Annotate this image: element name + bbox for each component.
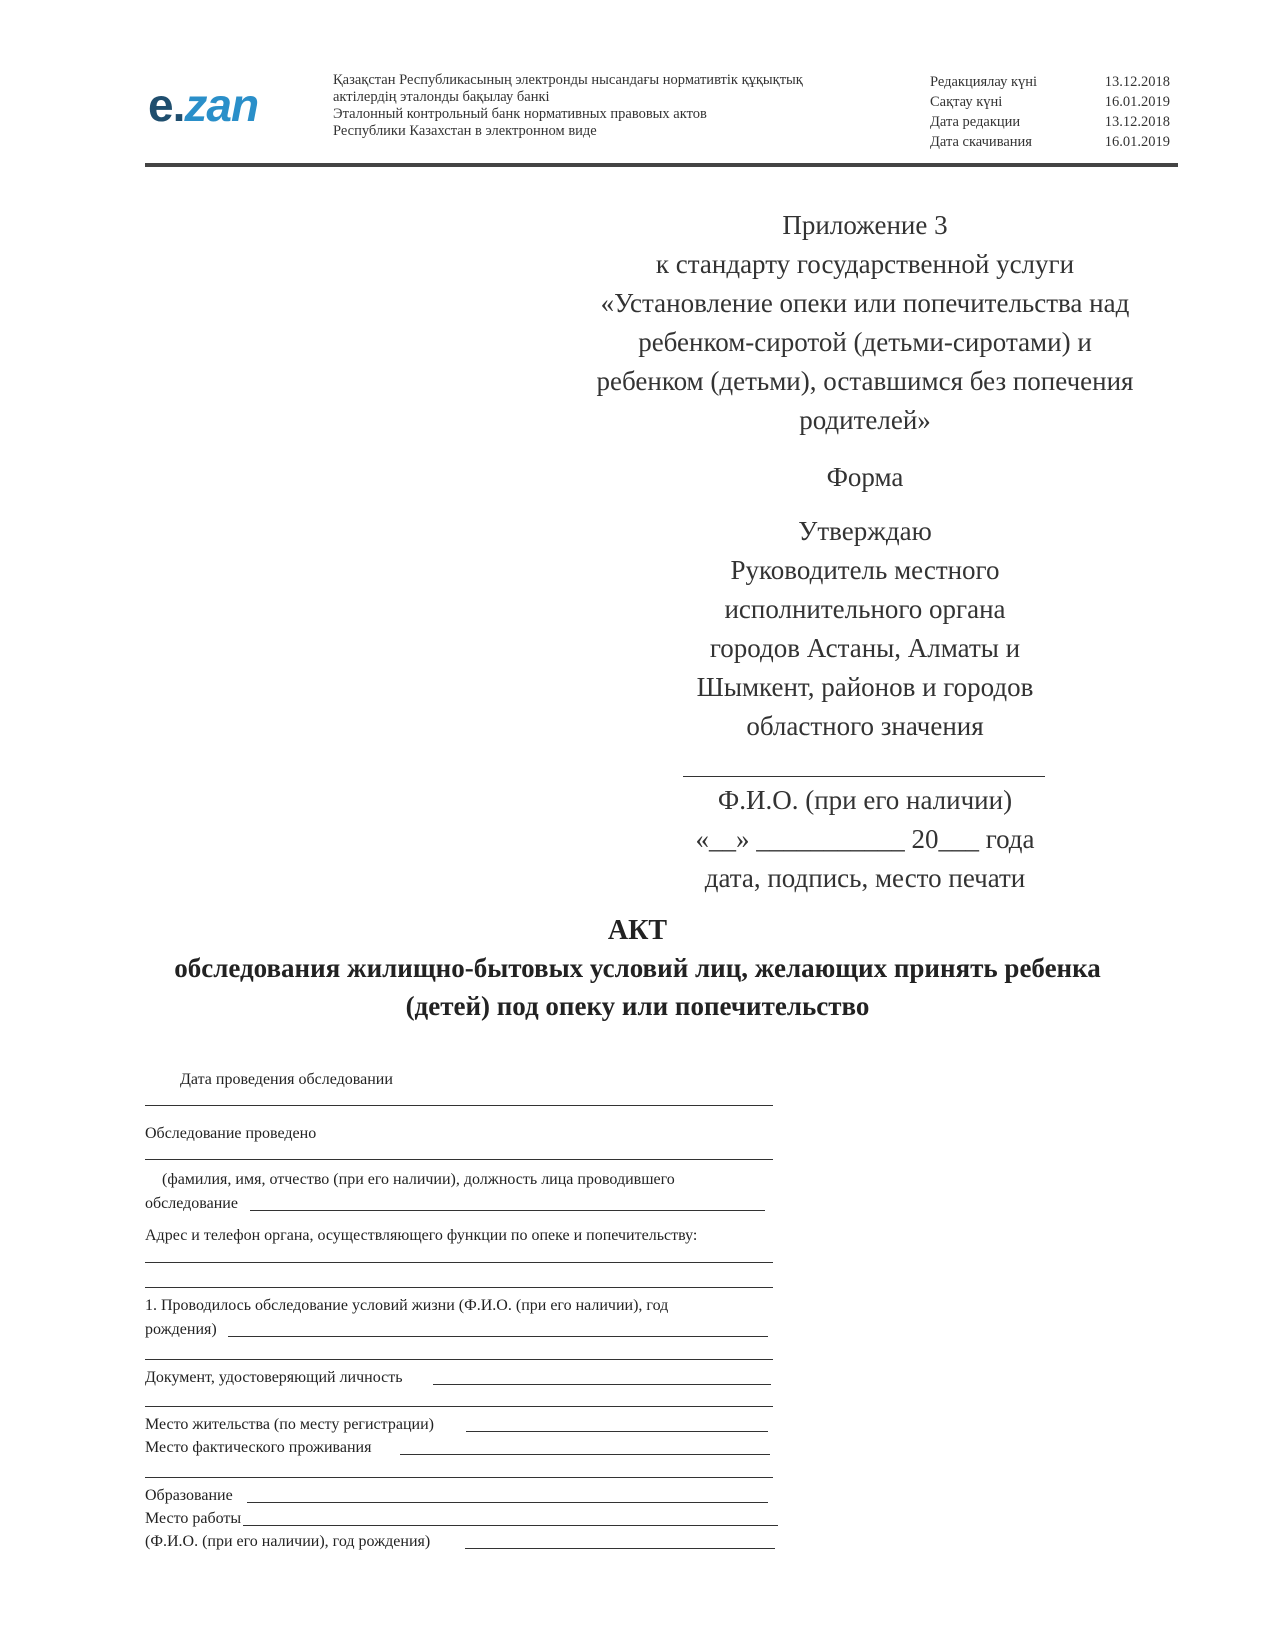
header-meta [930,72,1170,152]
approval-line: областного значения [746,711,984,741]
act-subtitle-2: (детей) под опеку или попечительство [405,991,870,1021]
appendix-line: ребенком (детьми), оставшимся без попечения [596,366,1134,396]
sign-caption: дата, подпись, место печати [704,863,1026,893]
form-label: Форма [826,462,904,492]
actual-residence-field-line[interactable] [400,1454,770,1455]
address-label: Адрес и телефон органа, осуществляющего функции по опеке и попечительству: [145,1227,698,1244]
appendix-block [540,206,1190,440]
address-field-line-1[interactable] [145,1262,773,1263]
header-line: Эталонный контрольный банк нормативных правовых актов [333,106,707,122]
appendix-line: к стандарту государственной услуги [655,249,1075,279]
meta-row: Дата редакции 13.12.2018 [930,114,1170,130]
signature-line [683,776,1045,777]
act-title: АКТ [607,915,668,946]
id-doc-field-line-2[interactable] [145,1406,773,1407]
person-note-label: обследование [145,1195,238,1212]
header-description [333,72,878,140]
date-label: Дата проведения обследовании [180,1071,393,1088]
header-line: Қазақстан Республикасының электронды нысандағы нормативтік құқықтық [333,72,803,88]
appendix-line: Приложение 3 [782,210,948,240]
conducted-label: Обследование проведено [145,1125,317,1142]
signature-block [540,781,1190,898]
work-field-line[interactable] [243,1525,778,1526]
person-note: (фамилия, имя, отчество (при его наличии), должность лица проводившего [162,1171,675,1188]
meta-row: Сақтау күні 16.01.2019 [930,94,1170,110]
act-subtitle-1: обследования жилищно-бытовых условий лиц, желающих принять ребенка [174,953,1101,983]
approval-line: Утверждаю [798,516,932,546]
header-line: актілердің эталонды бақылау банкі [333,89,550,105]
actual-residence-label: Место фактического проживания [145,1439,372,1456]
approval-line: Руководитель местного [730,555,1000,585]
fio-birth-field-line[interactable] [465,1548,775,1549]
approval-line: Шымкент, районов и городов [696,672,1034,702]
ezan-logo: e.zan [148,79,259,131]
id-doc-field-line[interactable] [433,1384,771,1385]
fio-birth-label: (Ф.И.О. (при его наличии), год рождения) [145,1533,431,1550]
item1-field-line-2[interactable] [145,1359,773,1360]
header-divider [145,163,1178,167]
meta-row: Редакциялау күні 13.12.2018 [930,74,1170,90]
education-field-line[interactable] [247,1502,768,1503]
approval-block [540,512,1190,746]
appendix-line: родителей» [799,405,931,435]
address-field-line-2[interactable] [145,1287,773,1288]
person-field-line[interactable] [250,1210,765,1211]
actual-residence-field-line-2[interactable] [145,1477,773,1478]
conducted-field-line[interactable] [145,1159,773,1160]
item1-birth-label: рождения) [145,1321,217,1338]
approval-line: городов Астаны, Алматы и [709,633,1021,663]
fio-caption: Ф.И.О. (при его наличии) [717,785,1013,815]
header-line: Республики Казахстан в электронном виде [333,123,597,139]
appendix-line: ребенком-сиротой (детьми-сиротами) и [638,327,1092,357]
education-label: Образование [145,1487,233,1504]
item1-text: 1. Проводилось обследование условий жизни (Ф.И.О. (при его наличии), год [145,1297,669,1314]
date-field-line[interactable] [145,1105,773,1106]
item1-field-line[interactable] [228,1336,768,1337]
appendix-line: «Установление опеки или попечительства над [600,288,1130,318]
approval-line: исполнительного органа [724,594,1006,624]
meta-row: Дата скачивания 16.01.2019 [930,134,1170,150]
id-doc-label: Документ, удостоверяющий личность [145,1369,403,1386]
residence-label: Место жительства (по месту регистрации) [145,1416,434,1433]
residence-field-line[interactable] [466,1431,768,1432]
date-line: «__» ___________ 20___ года [695,824,1035,854]
work-label: Место работы [145,1510,242,1527]
